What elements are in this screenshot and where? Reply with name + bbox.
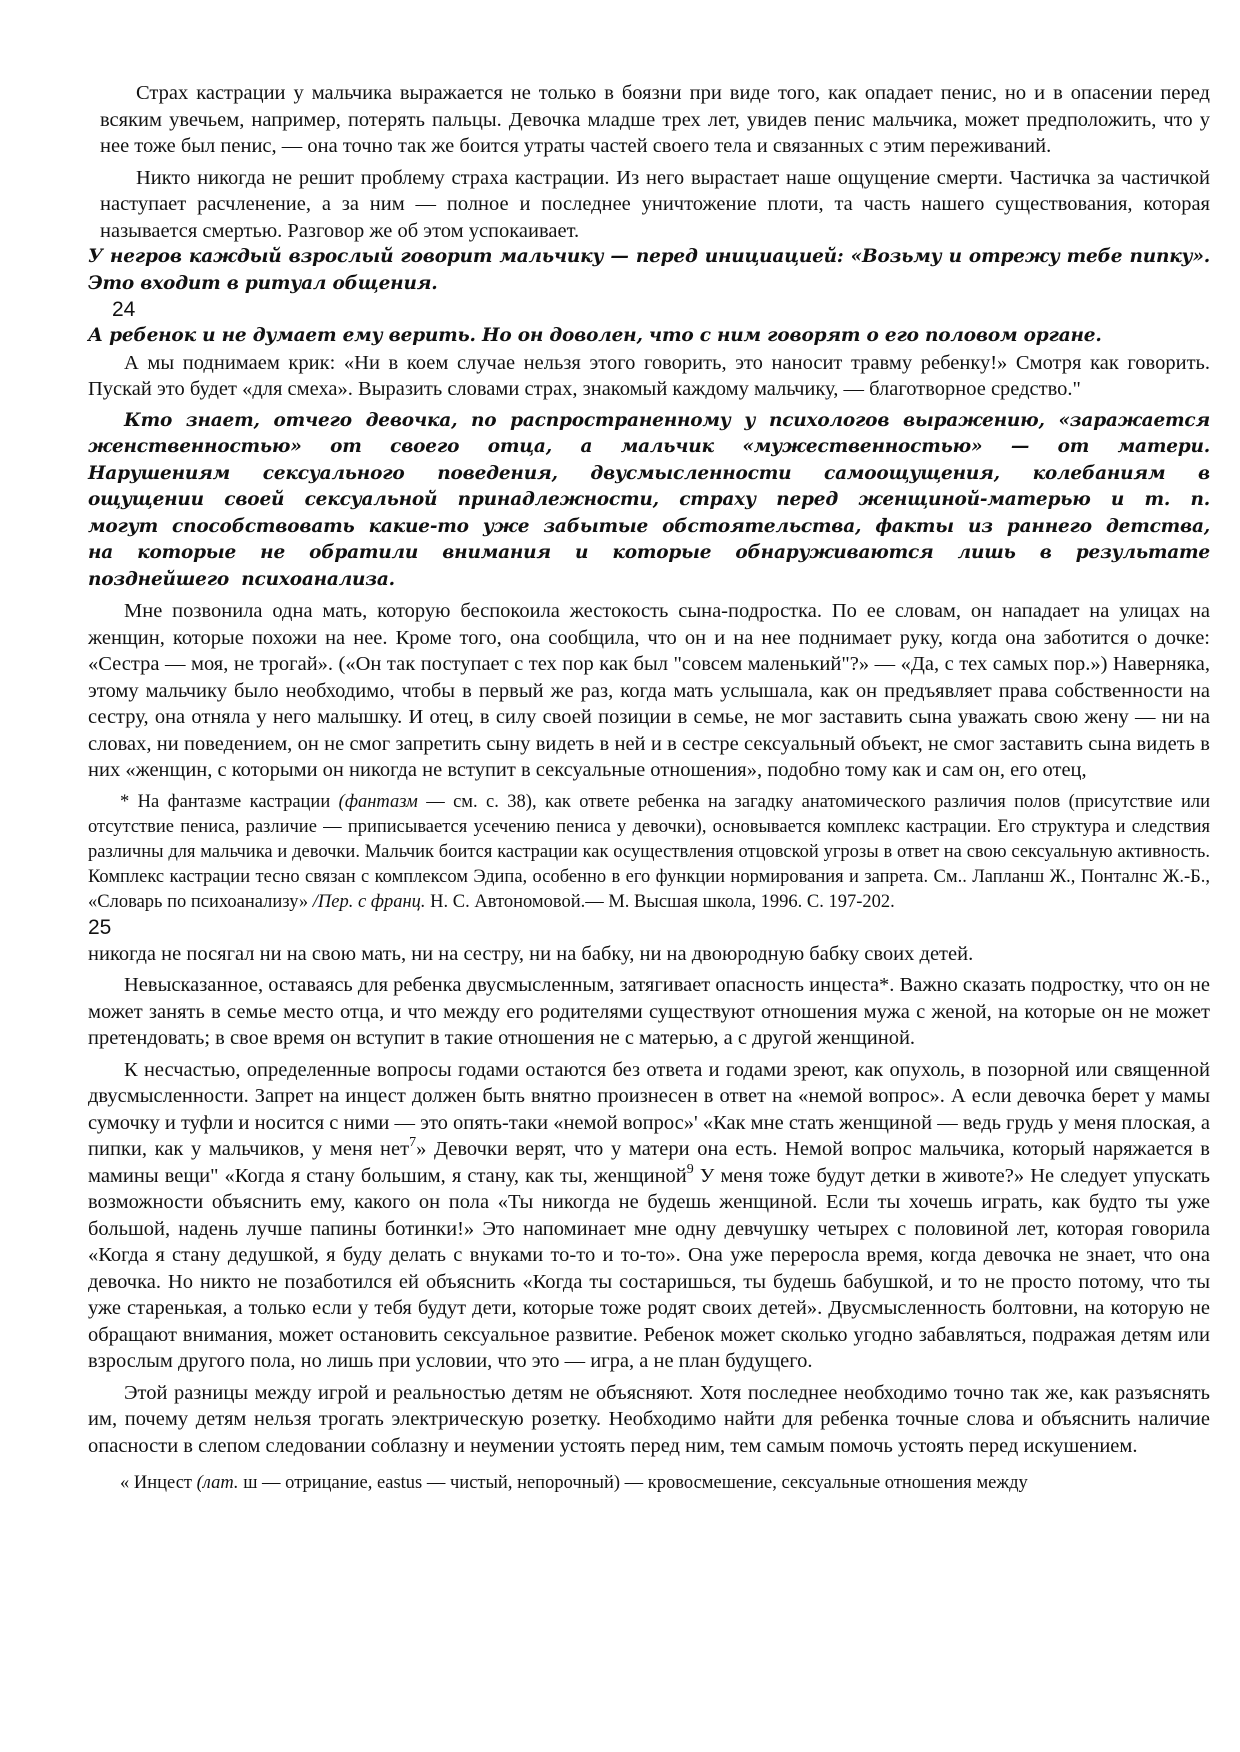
paragraph-death-feeling: Никто никогда не решит проблему страха кастрации. Из него вырастает наше ощущение смерти. Частичка за частичкой наступает расчленение, а за ним — полное и последнее уничтожение плоти, та часть нашего существования, которая называется смертью. Разговор же об этом успокаивает. xyxy=(100,166,1210,242)
paragraph-castration-fear: Страх кастрации у мальчика выражается не только в боязни при виде того, как опадает пенис, но и в опасении перед всяким увечьем, например, потерять пальцы. Девочка младше трех лет, увидев пенис мальчика, может предположить, что у нее тоже был пенис, — она точно так же боится утраты частей своего тела и связанных с этим переживаний. xyxy=(100,82,1210,157)
page-number-25: 25 xyxy=(88,915,112,939)
paragraph-who-knows: Кто знает, отчего девочка, по распространенному у психологов выражению, «заражается женственностью» от своего отца, а мальчик «мужественностью» — от матери. Нарушениям сексуального поведения, двусмысленности самоощущения, колебаниям в ощущении своей сексуальной принадлежности, страху перед женщиной-матерью и т. п. могут способствовать какие-то уже забытые обстоятельства, факты из раннего детства, на которые не обратили внимания и которые обнаруживаются лишь в результате позднейшего психоанализа. xyxy=(88,409,1210,590)
paragraph-unspoken: Невысказанное, оставаясь для ребенка двусмысленным, затягивает опасность инцеста*. Важно сказать подростку, что он не может занять в семье место отца, и что между его родителями существуют отношения мужа с женой, на которые он не может претендовать; в свое время он вступит в такие отношения не с матерью, а с другой женщиной. xyxy=(88,974,1210,1049)
footnote-marker: « xyxy=(120,1473,130,1493)
footnote-incest: « Инцест (лат. ш — отрицание, eastus — чистый, непорочный) — кровосмешение, сексуальные отношения между xyxy=(120,1473,1028,1493)
paragraph-unfortunately: К несчастью, определенные вопросы годами остаются без ответа и годами зреют, как опухоль, в позорной или священной двусмысленности. Запрет на инцест должен быть внятно произнесен в ответ на «немой вопрос». А если девочка берет у мамы сумочку и туфли и носится с ними — это опять-таки «немой вопрос»' «Как мне стать женщиной — ведь грудь у меня плоская, а пипки, как у мальчиков, у меня нет$^7$» Девочки верят, что у матери она есть. Немой вопрос мальчика, который наряжается в мамины вещи" «Когда я стану большим, я стану, как ты, женщиной$^9$ У меня тоже будут детки в животе?» Не следует упускать возможности объяснить ему, какого он пола «Ты никогда не будешь женщиной. Если ты хочешь играть, как будто ты уже большой, надень лучше папины ботинки!» Это напоминает мне одну девчушку четырех с половиной лет, которая говорила «Когда я стану дедушкой, я буду делать с внуками то-то и то-то». Она уже переросла время, когда девочка не знает, что она девочка. Но никто не позаботился ей объяснить «Когда ты состаришься, ты будешь бабушкой, и то не просто потому, что ты уже старенькая, а только если у тебя будут дети, которые тоже родят своих детей». Двусмысленность болтовни, на которую не обращают внимания, может остановить сексуальное развитие. Ребенок может сколько угодно забавляться, подражая детям или взрослым другого пола, но лишь при условии, что это — игра, а не план будущего. xyxy=(88,1058,1210,1372)
page-number-24: 24 xyxy=(112,298,136,321)
paragraph-mother-called: Мне позвонила одна мать, которую беспокоила жестокость сына-подростка. По ее словам, он нападает на улицах на женщин, которые похожи на нее. Кроме того, она сообщила, что он и на нее поднимает руку, когда она заботится о дочке: «Сестра — моя, не трогай». («Он так поступает с тех пор как был "совсем маленький"?» — «Да, с тех самых пор.») Наверняка, этому мальчику было необходимо, чтобы в первый же раз, когда мать услышала, как он предъявляет права собственности на сестру, она отняла у него малышку. И отец, в силу своей позиции в семье, не мог заставить сына уважать свою жену — ни на словах, ни поведением, он не смог запретить сыну видеть в ней и в сестре сексуальный объект, не смог заставить сына видеть в них «женщин, с которыми он никогда не вступит в сексуальные отношения», подобно тому как и сам он, его отец, xyxy=(88,600,1210,781)
document-page xyxy=(88,80,1210,1496)
footnote-ref-9: 9 xyxy=(686,1161,694,1177)
paragraph-game-vs-reality: Этой разницы между игрой и реальностью детям не объясняют. Хотя последнее необходимо точно так же, как разъяснять им, почему детям нельзя трогать электрическую розетку. Необходимо найти для ребенка точные слова и объяснить наличие опасности в слепом следовании соблазну и неумении устоять перед ним, тем самым помочь устоять перед искушением. xyxy=(88,1381,1210,1457)
footnote-marker: * xyxy=(120,791,130,812)
footnote-ref-7: 7 xyxy=(409,1135,417,1150)
paragraph-child-reaction: А ребенок и не думает ему верить. Но он доволен, что с ним говорят о его половом органе. xyxy=(88,325,1102,346)
footnote-castration-fantasy: * На фантазме кастрации (фантазм — см. с. 38), как ответе ребенка на загадку анатомического различия полов (присутствие или отсутствие пениса, различие — приписывается усечению пениса у девочки), основывается комплекс кастрации. Его структура и следствия различны для мальчика и девочки. Мальчик боится кастрации как осуществления отцовской угрозы в ответ на свою сексуальную активность. Комплекс кастрации тесно связан с комплексом Эдипа, особенно в его функции нормирования и запрета. См.. Лапланш Ж., Понталнс Ж.-Б., «Словарь по психоанализу» /Пер. с франц. Н. С. Автономовой.— М. Высшая школа, 1996. С. 197-202. xyxy=(88,791,1210,912)
paragraph-we-raise-cry: А мы поднимаем крик: «Ни в коем случае нельзя этого говорить, это наносит травму ребенку!» Смотря как говорить. Пускай это будет «для смеха». Выразить словами страх, знакомый каждому мальчику, — благотворное средство." xyxy=(88,351,1210,400)
paragraph-never-encroached: никогда не посягал ни на свою мать, ни на сестру, ни на бабку, ни на двоюродную бабку своих детей. xyxy=(88,942,974,965)
paragraph-initiation-ritual: У негров каждый взрослый говорит мальчику — перед инициацией: «Возьму и отрежу тебе пипку». Это входит в ритуал общения. xyxy=(88,246,1210,294)
